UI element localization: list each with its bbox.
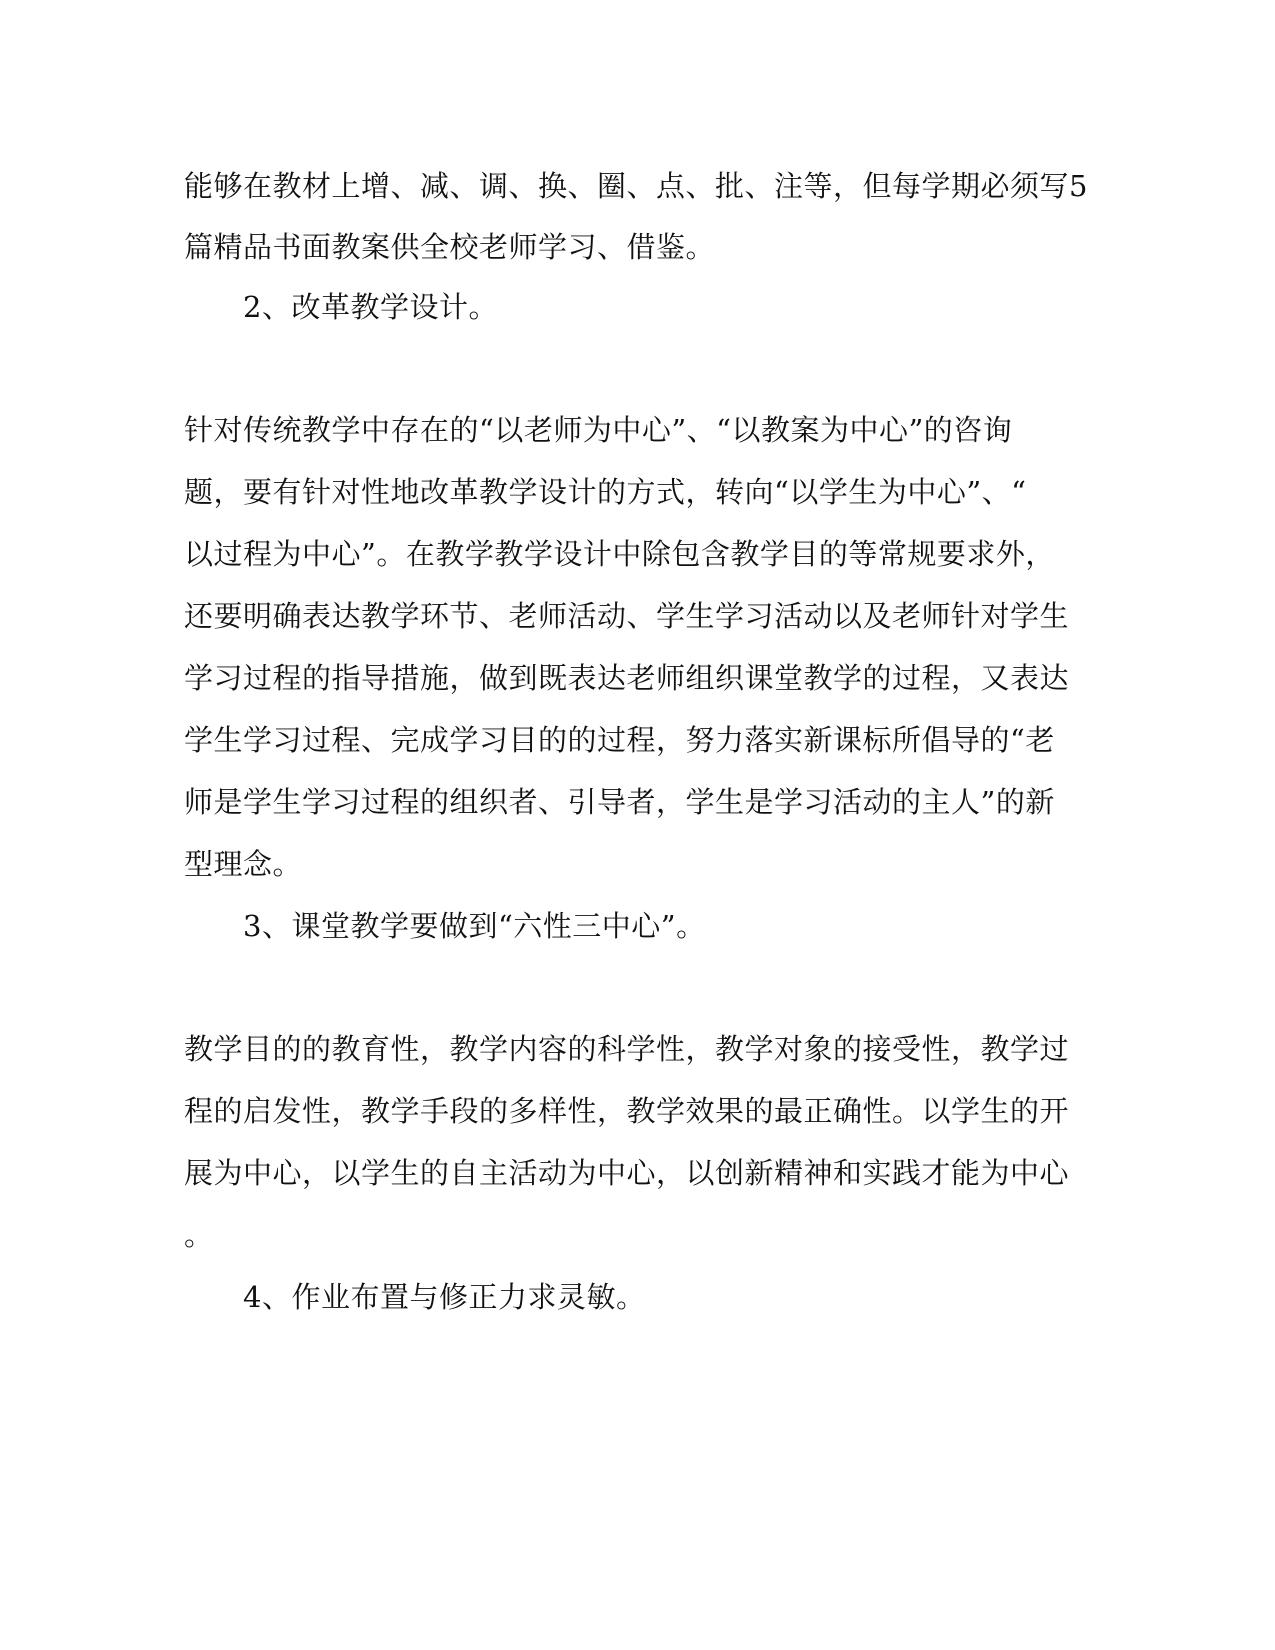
text-line: 篇精品书面教案供全校老师学习、借鉴。: [184, 230, 716, 264]
text-line: 型理念。: [184, 847, 303, 881]
section-heading-4: 4、作业布置与修正力求灵敏。: [243, 1280, 646, 1314]
text-line: 教学目的的教育性，教学内容的科学性，教学对象的接受性，教学过: [184, 1032, 1070, 1066]
text-line: 师是学生学习过程的组织者、引导者，学生是学习活动的主人”的新: [184, 785, 1055, 819]
text-line: 题，要有针对性地改革教学设计的方式，转向“以学生为中心”、“: [184, 475, 1027, 509]
text-line: 学习过程的指导措施，做到既表达老师组织课堂教学的过程，又表达: [184, 661, 1070, 695]
text-line: 展为中心，以学生的自主活动为中心，以创新精神和实践才能为中心: [184, 1156, 1070, 1190]
text-line: 还要明确表达教学环节、老师活动、学生学习活动以及老师针对学生: [184, 599, 1070, 633]
section-heading-3: 3、课堂教学要做到“六性三中心”。: [243, 909, 706, 943]
text-line: 能够在教材上增、减、调、换、圈、点、批、注等，但每学期必须写5: [184, 169, 1088, 203]
section-heading-2: 2、改革教学设计。: [243, 290, 498, 324]
text-line: 以过程为中心”。在教学教学设计中除包含教学目的等常规要求外，: [184, 537, 1055, 571]
text-line: 学生学习过程、完成学习目的的过程，努力落实新课标所倡导的“老: [184, 723, 1055, 757]
text-line: 。: [184, 1218, 214, 1252]
text-line: 程的启发性，教学手段的多样性，教学效果的最正确性。以学生的开: [184, 1094, 1070, 1128]
text-line: 针对传统教学中存在的“以老师为中心”、“以教案为中心”的咨询: [184, 413, 1013, 447]
